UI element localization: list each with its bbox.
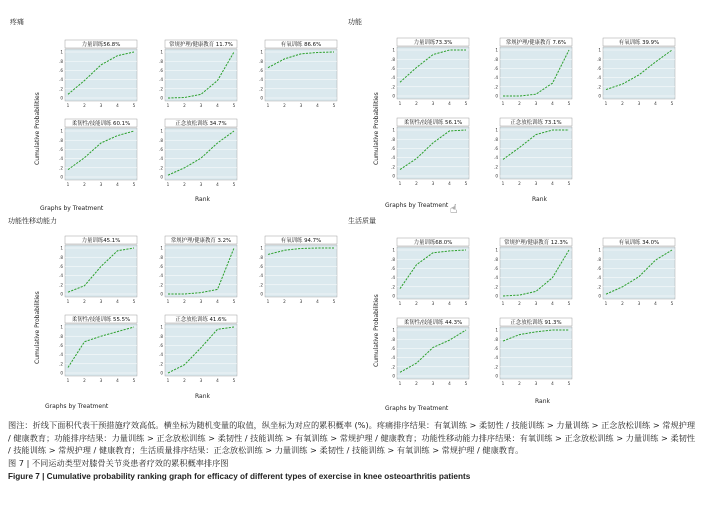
x-tick-label: 5 bbox=[567, 181, 571, 186]
x-tick-label: 1 bbox=[66, 299, 70, 304]
y-tick-label: 0 bbox=[392, 373, 395, 379]
x-tick-label: 5 bbox=[332, 103, 336, 108]
x-tick-label: 4 bbox=[551, 381, 554, 386]
y-tick-label: 0 bbox=[495, 373, 498, 379]
y-tick-label: .2 bbox=[159, 361, 163, 367]
y-tick-label: .2 bbox=[597, 284, 601, 290]
y-tick-label: .8 bbox=[159, 254, 163, 260]
x-tick-label: 4 bbox=[116, 103, 119, 108]
x-tick-label: 4 bbox=[654, 101, 657, 106]
x-tick-label: 2 bbox=[83, 378, 86, 383]
x-tick-label: 4 bbox=[116, 299, 119, 304]
plot-area bbox=[603, 47, 675, 99]
x-tick-label: 3 bbox=[199, 299, 203, 304]
y-tick-label: .2 bbox=[59, 361, 63, 367]
y-tick-label: 0 bbox=[160, 370, 163, 376]
subplot bbox=[255, 40, 343, 114]
y-tick-label: .8 bbox=[59, 333, 63, 339]
y-tick-label: .6 bbox=[59, 343, 63, 348]
y-tick-label: .2 bbox=[494, 164, 498, 170]
y-tick-label: 0 bbox=[392, 293, 395, 299]
y-tick-label: 0 bbox=[392, 173, 395, 179]
x-tick-label: 1 bbox=[398, 301, 402, 306]
x-tick-label: 2 bbox=[518, 181, 521, 186]
plot-area bbox=[500, 327, 572, 379]
x-tick-label: 2 bbox=[283, 299, 286, 304]
y-tick-label: .8 bbox=[494, 56, 498, 62]
series-label: 常规护理/健康教育 12.3% bbox=[504, 240, 568, 246]
x-tick-label: 4 bbox=[551, 301, 554, 306]
x-tick-label: 4 bbox=[654, 301, 657, 306]
x-tick-label: 5 bbox=[232, 378, 236, 383]
y-tick-label: 1 bbox=[60, 245, 63, 251]
y-tick-label: .6 bbox=[259, 264, 263, 269]
x-tick-label: 2 bbox=[415, 301, 418, 306]
y-tick-label: .4 bbox=[391, 75, 395, 81]
y-tick-label: 1 bbox=[598, 47, 601, 53]
x-tick-label: 1 bbox=[501, 301, 505, 306]
y-tick-label: .8 bbox=[494, 256, 498, 262]
subplot bbox=[490, 238, 578, 312]
x-tick-label: 5 bbox=[232, 299, 236, 304]
y-tick-label: .4 bbox=[159, 273, 163, 279]
y-tick-label: .6 bbox=[494, 66, 498, 71]
y-tick-label: .2 bbox=[59, 165, 63, 171]
y-tick-label: .8 bbox=[391, 56, 395, 62]
series-label: 常规护理/健康教育 3.2% bbox=[170, 238, 232, 244]
x-tick-label: 1 bbox=[501, 381, 505, 386]
x-tick-label: 5 bbox=[567, 381, 571, 386]
y-tick-label: .4 bbox=[494, 75, 498, 81]
y-tick-label: .6 bbox=[159, 68, 163, 73]
x-tick-label: 1 bbox=[501, 101, 505, 106]
chart-title: 疼痛 bbox=[10, 18, 24, 26]
y-tick-label: .6 bbox=[259, 68, 263, 73]
y-tick-label: .8 bbox=[59, 254, 63, 260]
subplot bbox=[155, 236, 243, 310]
x-axis-label: Rank bbox=[195, 393, 210, 400]
y-tick-label: .6 bbox=[391, 346, 395, 351]
series-label: 正念放松训练 34.7% bbox=[175, 121, 227, 127]
y-tick-label: 1 bbox=[60, 324, 63, 330]
x-tick-label: 2 bbox=[183, 299, 186, 304]
x-tick-label: 1 bbox=[166, 299, 170, 304]
y-tick-label: 1 bbox=[392, 247, 395, 253]
x-tick-label: 1 bbox=[166, 378, 170, 383]
chart-title: 功能性移动能力 bbox=[8, 217, 57, 225]
y-tick-label: .6 bbox=[391, 266, 395, 271]
plot-area bbox=[65, 324, 137, 376]
y-tick-label: 0 bbox=[60, 370, 63, 376]
x-tick-label: 4 bbox=[316, 299, 319, 304]
series-label: 力量训练68.0% bbox=[413, 240, 453, 246]
x-tick-label: 3 bbox=[534, 301, 538, 306]
series-label: 有氧训练 34.0% bbox=[618, 240, 660, 246]
x-tick-label: 3 bbox=[637, 301, 641, 306]
footer-label: Graphs by Treatment bbox=[385, 405, 449, 412]
plot-area bbox=[500, 247, 572, 299]
y-axis-label: Cumulative Probabilities bbox=[34, 92, 41, 165]
caption-note: 图注：折线下面积代表干预措施疗效高低。横坐标为随机变量的取值，纵坐标为对应的累积概率 (%)。疼痛排序结果：有氧训练 > 柔韧性 / 技能训练 > 力量训练 > 正念放松训练 > 常规护理 / 健康教育；功能排序结果：力量训练 > 正念放松训练 > 柔韧性 / 技能训练 > 有氧训练 > 常规护理 / 健康教育；功能性移动能力排序结果：有氧训练 > 正念放松训练 > 力量训练 > 柔韧性 / 技能训练 > 常规护理 / 健康教育；生活质量排序结果：正念放松训练 > 力量训练 > 柔韧性 / 技能训练 > 有氧训练 > 常规护理 / 健康教育。 bbox=[8, 420, 696, 456]
x-tick-label: 4 bbox=[116, 182, 119, 187]
x-tick-label: 1 bbox=[398, 381, 402, 386]
y-tick-label: .2 bbox=[494, 284, 498, 290]
y-tick-label: 1 bbox=[60, 49, 63, 55]
series-label: 柔韧性/技能训练 44.3% bbox=[403, 320, 463, 326]
x-tick-label: 1 bbox=[398, 101, 402, 106]
y-tick-label: .8 bbox=[391, 336, 395, 342]
subplot bbox=[55, 119, 143, 193]
x-tick-label: 4 bbox=[551, 181, 554, 186]
series-label: 力量训练45.1% bbox=[81, 238, 121, 244]
x-tick-label: 1 bbox=[166, 103, 170, 108]
x-tick-label: 3 bbox=[534, 101, 538, 106]
y-tick-label: 1 bbox=[495, 47, 498, 53]
x-tick-label: 2 bbox=[183, 378, 186, 383]
y-tick-label: .2 bbox=[259, 282, 263, 288]
x-tick-label: 3 bbox=[199, 378, 203, 383]
series-label: 力量训练73.3% bbox=[413, 40, 453, 46]
x-tick-label: 2 bbox=[415, 101, 418, 106]
y-tick-label: .8 bbox=[597, 256, 601, 262]
y-tick-label: .8 bbox=[494, 336, 498, 342]
x-tick-label: 3 bbox=[199, 103, 203, 108]
x-tick-label: 4 bbox=[448, 301, 451, 306]
x-tick-label: 1 bbox=[66, 182, 70, 187]
y-axis-label: Cumulative Probabilities bbox=[34, 291, 41, 364]
x-tick-label: 5 bbox=[132, 299, 136, 304]
x-tick-label: 3 bbox=[431, 381, 435, 386]
x-tick-label: 5 bbox=[464, 101, 468, 106]
footer-label: Graphs by Treatment bbox=[40, 205, 104, 212]
y-tick-label: .2 bbox=[391, 284, 395, 290]
x-tick-label: 2 bbox=[621, 101, 624, 106]
y-tick-label: 1 bbox=[392, 47, 395, 53]
y-tick-label: .6 bbox=[59, 147, 63, 152]
y-tick-label: .4 bbox=[159, 352, 163, 358]
series-label: 正念放松训练 91.3% bbox=[510, 320, 562, 326]
y-tick-label: .8 bbox=[597, 56, 601, 62]
x-tick-label: 2 bbox=[83, 299, 86, 304]
y-tick-label: .6 bbox=[391, 146, 395, 151]
x-tick-label: 2 bbox=[283, 103, 286, 108]
y-tick-label: .2 bbox=[259, 86, 263, 92]
y-tick-label: .8 bbox=[59, 58, 63, 64]
x-tick-label: 3 bbox=[637, 101, 641, 106]
x-axis-label: Rank bbox=[532, 196, 547, 203]
x-tick-label: 2 bbox=[621, 301, 624, 306]
y-tick-label: 0 bbox=[160, 174, 163, 180]
y-tick-label: .4 bbox=[59, 77, 63, 83]
y-tick-label: 1 bbox=[495, 127, 498, 133]
y-tick-label: .2 bbox=[391, 84, 395, 90]
x-tick-label: 2 bbox=[83, 182, 86, 187]
caption-cn: 图 7 | 不同运动类型对膝骨关节炎患者疗效的累积概率排序图 bbox=[8, 457, 229, 468]
y-tick-label: 0 bbox=[260, 291, 263, 297]
y-tick-label: .2 bbox=[494, 364, 498, 370]
x-tick-label: 3 bbox=[99, 182, 103, 187]
series-label: 正念放松训练 41.6% bbox=[175, 317, 227, 323]
y-tick-label: 1 bbox=[495, 327, 498, 333]
y-tick-label: 1 bbox=[598, 247, 601, 253]
y-tick-label: .8 bbox=[159, 58, 163, 64]
y-tick-label: .8 bbox=[391, 136, 395, 142]
subplot bbox=[55, 315, 143, 389]
x-tick-label: 4 bbox=[551, 101, 554, 106]
y-tick-label: .2 bbox=[59, 282, 63, 288]
x-tick-label: 4 bbox=[216, 103, 219, 108]
subplot bbox=[155, 40, 243, 114]
y-tick-label: .2 bbox=[391, 364, 395, 370]
x-tick-label: 4 bbox=[216, 182, 219, 187]
x-tick-label: 5 bbox=[232, 103, 236, 108]
x-tick-label: 3 bbox=[99, 299, 103, 304]
x-tick-label: 5 bbox=[567, 301, 571, 306]
y-tick-label: 1 bbox=[160, 324, 163, 330]
y-tick-label: .4 bbox=[59, 156, 63, 162]
x-tick-label: 3 bbox=[431, 181, 435, 186]
y-tick-label: 0 bbox=[260, 95, 263, 101]
y-tick-label: .2 bbox=[391, 164, 395, 170]
y-tick-label: .4 bbox=[494, 275, 498, 281]
y-tick-label: .2 bbox=[494, 84, 498, 90]
series-label: 柔韧性/技能训练 55.5% bbox=[71, 317, 131, 323]
subplot bbox=[490, 38, 578, 112]
y-tick-label: .8 bbox=[494, 136, 498, 142]
y-tick-label: .4 bbox=[391, 275, 395, 281]
x-tick-label: 5 bbox=[132, 182, 136, 187]
subplot bbox=[387, 118, 475, 192]
x-tick-label: 3 bbox=[99, 378, 103, 383]
x-tick-label: 4 bbox=[216, 378, 219, 383]
hand-cursor-icon: ☝ bbox=[450, 202, 458, 216]
y-tick-label: .4 bbox=[159, 77, 163, 83]
y-tick-label: 0 bbox=[495, 93, 498, 99]
x-tick-label: 5 bbox=[232, 182, 236, 187]
x-tick-label: 4 bbox=[216, 299, 219, 304]
y-tick-label: .4 bbox=[494, 155, 498, 161]
x-tick-label: 2 bbox=[518, 101, 521, 106]
series-label: 常规护理/健康教育 7.6% bbox=[505, 40, 567, 46]
y-tick-label: .8 bbox=[259, 254, 263, 260]
subplot bbox=[255, 236, 343, 310]
y-tick-label: .4 bbox=[391, 155, 395, 161]
series-label: 正念放松训练 73.1% bbox=[510, 120, 562, 126]
subplot bbox=[55, 40, 143, 114]
chart-title: 生活质量 bbox=[348, 217, 376, 225]
series-label: 有氧训练 39.9% bbox=[618, 40, 660, 46]
subplot bbox=[155, 119, 243, 193]
subplot bbox=[490, 318, 578, 392]
x-tick-label: 4 bbox=[316, 103, 319, 108]
x-tick-label: 3 bbox=[534, 381, 538, 386]
y-tick-label: .8 bbox=[159, 137, 163, 143]
plot-area bbox=[500, 47, 572, 99]
x-tick-label: 4 bbox=[448, 181, 451, 186]
x-axis-label: Rank bbox=[195, 196, 210, 203]
y-tick-label: 1 bbox=[495, 247, 498, 253]
y-tick-label: 1 bbox=[160, 245, 163, 251]
y-tick-label: 1 bbox=[60, 128, 63, 134]
x-tick-label: 5 bbox=[567, 101, 571, 106]
y-tick-label: .4 bbox=[597, 75, 601, 81]
x-tick-label: 2 bbox=[415, 181, 418, 186]
series-label: 有氧训练 86.6% bbox=[280, 42, 322, 48]
x-tick-label: 3 bbox=[99, 103, 103, 108]
x-tick-label: 4 bbox=[448, 101, 451, 106]
y-tick-label: 0 bbox=[160, 291, 163, 297]
x-tick-label: 1 bbox=[266, 103, 270, 108]
caption-en: Figure 7 | Cumulative probability ranking graph for efficacy of different types of exercise in knee osteoarthritis patients bbox=[8, 472, 471, 482]
x-tick-label: 5 bbox=[132, 378, 136, 383]
y-tick-label: 1 bbox=[260, 49, 263, 55]
subplot bbox=[593, 38, 681, 112]
footer-label: Graphs by Treatment bbox=[385, 202, 449, 209]
x-tick-label: 3 bbox=[199, 182, 203, 187]
y-tick-label: .2 bbox=[59, 86, 63, 92]
plot-area bbox=[397, 247, 469, 299]
x-tick-label: 2 bbox=[518, 381, 521, 386]
y-tick-label: .8 bbox=[159, 333, 163, 339]
y-tick-label: .4 bbox=[59, 352, 63, 358]
series-label: 常规护理/健康教育 11.7% bbox=[169, 42, 233, 48]
y-tick-label: .6 bbox=[59, 264, 63, 269]
y-tick-label: 0 bbox=[495, 173, 498, 179]
y-tick-label: 0 bbox=[598, 93, 601, 99]
y-tick-label: .6 bbox=[597, 266, 601, 271]
y-tick-label: .8 bbox=[59, 137, 63, 143]
plot-area bbox=[65, 49, 137, 101]
y-tick-label: .8 bbox=[391, 256, 395, 262]
plot-area bbox=[265, 49, 337, 101]
x-tick-label: 1 bbox=[266, 299, 270, 304]
y-tick-label: .2 bbox=[597, 84, 601, 90]
y-tick-label: 1 bbox=[392, 127, 395, 133]
x-tick-label: 5 bbox=[670, 301, 674, 306]
x-axis-label: Rank bbox=[535, 398, 550, 405]
y-tick-label: .2 bbox=[159, 282, 163, 288]
y-tick-label: .4 bbox=[391, 355, 395, 361]
series-label: 有氧训练 94.7% bbox=[280, 238, 322, 244]
x-tick-label: 2 bbox=[183, 182, 186, 187]
subplot bbox=[387, 38, 475, 112]
y-tick-label: 1 bbox=[392, 327, 395, 333]
y-tick-label: .4 bbox=[59, 273, 63, 279]
y-tick-label: .4 bbox=[259, 273, 263, 279]
plot-area bbox=[165, 49, 237, 101]
x-tick-label: 1 bbox=[501, 181, 505, 186]
x-tick-label: 5 bbox=[464, 181, 468, 186]
figure-caption bbox=[8, 419, 698, 484]
x-tick-label: 3 bbox=[299, 103, 303, 108]
y-tick-label: .6 bbox=[391, 66, 395, 71]
y-tick-label: 0 bbox=[60, 174, 63, 180]
subplot bbox=[490, 118, 578, 192]
y-tick-label: 1 bbox=[260, 245, 263, 251]
x-tick-label: 2 bbox=[518, 301, 521, 306]
x-tick-label: 3 bbox=[431, 101, 435, 106]
subplot bbox=[55, 236, 143, 310]
x-tick-label: 2 bbox=[183, 103, 186, 108]
x-tick-label: 5 bbox=[670, 101, 674, 106]
x-tick-label: 2 bbox=[415, 381, 418, 386]
y-tick-label: .2 bbox=[159, 165, 163, 171]
x-tick-label: 1 bbox=[166, 182, 170, 187]
footer-label: Graphs by Treatment bbox=[45, 403, 109, 410]
y-tick-label: .6 bbox=[494, 266, 498, 271]
x-tick-label: 5 bbox=[464, 381, 468, 386]
subplot bbox=[155, 315, 243, 389]
x-tick-label: 3 bbox=[534, 181, 538, 186]
y-tick-label: .2 bbox=[159, 86, 163, 92]
y-tick-label: .6 bbox=[159, 264, 163, 269]
x-tick-label: 1 bbox=[398, 181, 402, 186]
y-tick-label: 0 bbox=[495, 293, 498, 299]
x-tick-label: 1 bbox=[604, 101, 608, 106]
subplot bbox=[387, 238, 475, 312]
series-label: 柔韧性/技能训练 60.1% bbox=[71, 121, 131, 127]
y-axis-label: Cumulative Probabilities bbox=[373, 294, 380, 367]
plot-area bbox=[165, 245, 237, 297]
y-tick-label: .6 bbox=[597, 66, 601, 71]
x-tick-label: 4 bbox=[116, 378, 119, 383]
y-tick-label: .4 bbox=[494, 355, 498, 361]
y-tick-label: .6 bbox=[59, 68, 63, 73]
x-tick-label: 5 bbox=[332, 299, 336, 304]
x-tick-label: 1 bbox=[604, 301, 608, 306]
y-tick-label: .6 bbox=[494, 146, 498, 151]
y-tick-label: .8 bbox=[259, 58, 263, 64]
y-tick-label: 1 bbox=[160, 49, 163, 55]
subplot bbox=[593, 238, 681, 312]
y-tick-label: .6 bbox=[159, 147, 163, 152]
x-tick-label: 5 bbox=[132, 103, 136, 108]
y-tick-label: 0 bbox=[60, 291, 63, 297]
y-tick-label: 0 bbox=[160, 95, 163, 101]
plot-area bbox=[397, 127, 469, 179]
x-tick-label: 3 bbox=[431, 301, 435, 306]
y-tick-label: .4 bbox=[159, 156, 163, 162]
y-axis-label: Cumulative Probabilities bbox=[373, 92, 380, 165]
x-tick-label: 1 bbox=[66, 378, 70, 383]
x-tick-label: 5 bbox=[464, 301, 468, 306]
series-label: 柔韧性/技能训练 56.1% bbox=[403, 120, 463, 126]
y-tick-label: 0 bbox=[60, 95, 63, 101]
x-tick-label: 2 bbox=[83, 103, 86, 108]
x-tick-label: 3 bbox=[299, 299, 303, 304]
plot-area bbox=[165, 324, 237, 376]
chart-title: 功能 bbox=[348, 18, 362, 26]
series-label: 力量训练56.8% bbox=[81, 42, 121, 48]
y-tick-label: .6 bbox=[494, 346, 498, 351]
y-tick-label: 0 bbox=[392, 93, 395, 99]
plot-area bbox=[65, 128, 137, 180]
y-tick-label: .4 bbox=[259, 77, 263, 83]
y-tick-label: 1 bbox=[160, 128, 163, 134]
subplot bbox=[387, 318, 475, 392]
y-tick-label: .6 bbox=[159, 343, 163, 348]
y-tick-label: .4 bbox=[597, 275, 601, 281]
x-tick-label: 1 bbox=[66, 103, 70, 108]
y-tick-label: 0 bbox=[598, 293, 601, 299]
x-tick-label: 4 bbox=[448, 381, 451, 386]
